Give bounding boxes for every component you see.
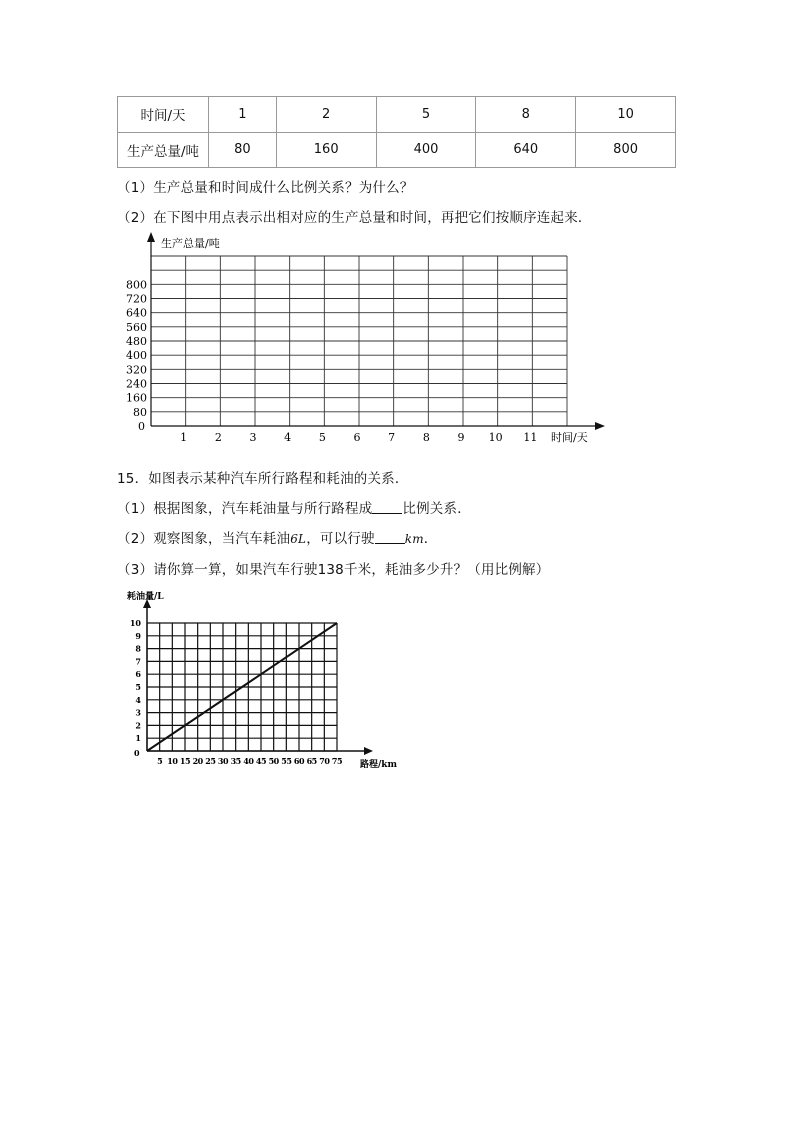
y-axis-label: 耗油量/L [127, 592, 164, 602]
table-cell: 80 [209, 132, 277, 168]
x-tick-label: 60 [293, 756, 305, 766]
table-cell: 5 [376, 97, 476, 133]
y-tick-label: 6 [135, 669, 141, 680]
x-tick-label: 40 [243, 756, 254, 766]
table-cell: 800 [576, 132, 676, 168]
y-tick-label: 80 [133, 405, 147, 419]
y-tick-labels [130, 618, 142, 743]
table-cell: 10 [576, 97, 676, 133]
q15-sub2-text-b: ，可以行驶 [306, 531, 375, 547]
y-tick-label: 640 [126, 306, 147, 320]
x-tick-label: 7 [388, 431, 396, 444]
y-tick-label: 3 [135, 707, 141, 718]
table-cell: 2 [276, 97, 376, 133]
table-row-production [118, 132, 676, 168]
x-axis-label: 路程/km [360, 760, 398, 770]
x-tick-label: 10 [167, 756, 178, 766]
x-tick-label: 35 [230, 756, 241, 766]
x-tick-label: 20 [192, 756, 203, 766]
y-tick-labels [126, 278, 147, 418]
y-tick-label: 400 [126, 349, 147, 363]
origin-label: 0 [138, 420, 145, 433]
x-tick-label: 4 [284, 431, 292, 444]
y-tick-label: 160 [126, 391, 147, 405]
q15-sub3: （3）请你算一算，如果汽车行驶138千米，耗油多少升？（用比例解） [117, 562, 550, 578]
y-tick-label: 1 [135, 733, 141, 744]
table-cell: 400 [376, 132, 476, 168]
y-tick-label: 9 [135, 630, 141, 641]
x-axis-label: 时间/天 [551, 431, 588, 444]
q15-sub1-text-b: 比例关系． [402, 501, 471, 517]
q15-sub2 [117, 527, 437, 547]
y-tick-label: 5 [135, 682, 141, 692]
chart-axes [147, 232, 605, 430]
q14-sub1: （1）生产总量和时间成什么比例关系？为什么？ [117, 180, 414, 196]
y-tick-label: 800 [126, 278, 147, 292]
x-axis-arrow [364, 747, 373, 755]
x-tick-label: 65 [306, 756, 317, 766]
q15-sub2-unit: km [404, 532, 424, 546]
data-table [117, 96, 676, 168]
x-tick-labels [157, 756, 342, 766]
table-header-production: 生产总量/吨 [118, 132, 209, 168]
y-tick-label: 7 [135, 656, 141, 667]
fuel-chart [115, 585, 405, 775]
x-tick-label: 25 [205, 756, 216, 766]
answer-blank-1[interactable] [372, 501, 402, 514]
x-axis-arrow [595, 422, 605, 430]
table-cell: 640 [476, 132, 576, 168]
origin-label: 0 [134, 748, 140, 758]
table-row-time [118, 97, 676, 133]
y-tick-label: 4 [135, 694, 141, 705]
table-cell: 8 [476, 97, 576, 133]
y-tick-label: 8 [135, 643, 141, 654]
q15-sub2-text-c: ． [423, 531, 438, 547]
x-tick-label: 3 [249, 431, 257, 444]
table-cell: 160 [276, 132, 376, 168]
x-tick-labels [180, 431, 537, 444]
answer-blank-2[interactable] [375, 531, 405, 544]
x-tick-label: 2 [214, 431, 222, 444]
q15-sub2-value: 6L [290, 532, 307, 546]
x-tick-label: 9 [457, 431, 465, 444]
table-header-time: 时间/天 [118, 97, 209, 133]
y-tick-label: 720 [126, 292, 147, 306]
y-tick-label: 320 [126, 363, 147, 377]
x-tick-label: 15 [179, 756, 191, 766]
y-axis-label: 生产总量/吨 [161, 237, 220, 250]
x-tick-label: 11 [523, 431, 538, 444]
x-tick-label: 75 [331, 756, 343, 766]
q15-sub1 [117, 497, 471, 517]
y-tick-label: 480 [126, 335, 147, 348]
q15-title: 15．如图表示某种汽车所行路程和耗油的关系． [117, 471, 409, 487]
x-tick-label: 50 [268, 756, 279, 766]
q15-sub1-text-a: （1）根据图象，汽车耗油量与所行路程成 [117, 501, 373, 517]
grid-lines [151, 256, 567, 426]
q14-sub2: （2）在下图中用点表示出相对应的生产总量和时间，再把它们按顺序连起来． [117, 210, 592, 226]
x-tick-label: 30 [217, 756, 229, 766]
x-tick-label: 55 [281, 756, 292, 766]
x-tick-label: 70 [319, 756, 330, 766]
production-grid-chart [115, 230, 615, 450]
x-tick-label: 5 [318, 431, 326, 444]
y-tick-label: 240 [126, 377, 147, 391]
q15-sub2-text-a: （2）观察图象，当汽车耗油 [117, 531, 291, 547]
x-tick-label: 1 [180, 431, 188, 444]
x-tick-label: 5 [157, 756, 163, 766]
y-tick-label: 560 [126, 320, 147, 334]
x-tick-label: 45 [255, 756, 267, 766]
y-tick-label: 2 [135, 720, 141, 731]
x-tick-label: 6 [353, 431, 361, 444]
y-tick-label: 10 [129, 618, 141, 628]
x-tick-label: 10 [488, 431, 503, 444]
y-axis-arrow [147, 232, 155, 242]
x-tick-label: 8 [422, 431, 430, 444]
table-cell: 1 [209, 97, 277, 133]
